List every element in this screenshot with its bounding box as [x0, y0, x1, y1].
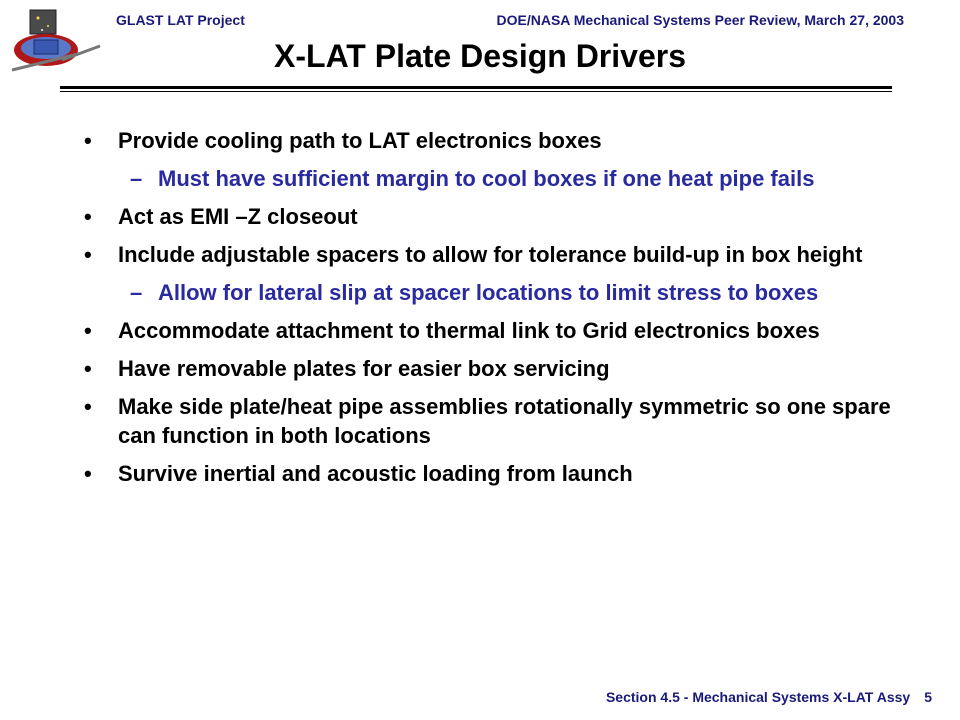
bullet-text: Make side plate/heat pipe assemblies rotationally symmetric so one spare can function in both locations	[118, 394, 891, 448]
bullet-icon: •	[84, 242, 92, 267]
bullet-text: Provide cooling path to LAT electronics boxes	[118, 128, 602, 153]
bullet-text: Must have sufficient margin to cool boxes if one heat pipe fails	[158, 166, 815, 191]
bullet-item	[80, 240, 900, 269]
bullet-icon: •	[84, 204, 92, 229]
bullet-icon: •	[84, 128, 92, 153]
project-name: GLAST LAT Project	[116, 12, 245, 28]
title-rule	[60, 86, 892, 89]
bullet-list	[80, 126, 900, 497]
sub-bullet-item	[80, 278, 900, 307]
bullet-item	[80, 126, 900, 155]
bullet-icon: •	[84, 394, 92, 419]
slide-footer	[606, 689, 932, 705]
bullet-text: Allow for lateral slip at spacer locations to limit stress to boxes	[158, 280, 819, 305]
bullet-text: Survive inertial and acoustic loading from launch	[118, 461, 633, 486]
logo-frame-icon	[30, 10, 56, 34]
bullet-item	[80, 392, 900, 450]
title-rule-thin	[60, 91, 892, 92]
footer-section: Section 4.5 - Mechanical Systems X-LAT Assy	[605, 689, 911, 705]
bullet-icon: •	[84, 318, 92, 343]
dash-icon: –	[130, 280, 143, 305]
bullet-item	[80, 316, 900, 345]
bullet-item	[80, 459, 900, 488]
bullet-item	[80, 354, 900, 383]
bullet-icon: •	[84, 356, 92, 381]
bullet-icon: •	[84, 461, 92, 486]
bullet-text: Accommodate attachment to thermal link to Grid electronics boxes	[118, 318, 820, 343]
page-number: 5	[924, 689, 932, 705]
bullet-text: Act as EMI –Z closeout	[118, 204, 358, 229]
bullet-item	[80, 202, 900, 231]
slide-title: X-LAT Plate Design Drivers	[274, 38, 686, 74]
sub-bullet-item	[80, 164, 900, 193]
review-title: DOE/NASA Mechanical Systems Peer Review, March 27, 2003	[496, 12, 904, 28]
bullet-text: Include adjustable spacers to allow for tolerance build-up in box height	[118, 242, 863, 267]
bullet-text: Have removable plates for easier box servicing	[118, 356, 610, 381]
dash-icon: –	[130, 166, 143, 191]
